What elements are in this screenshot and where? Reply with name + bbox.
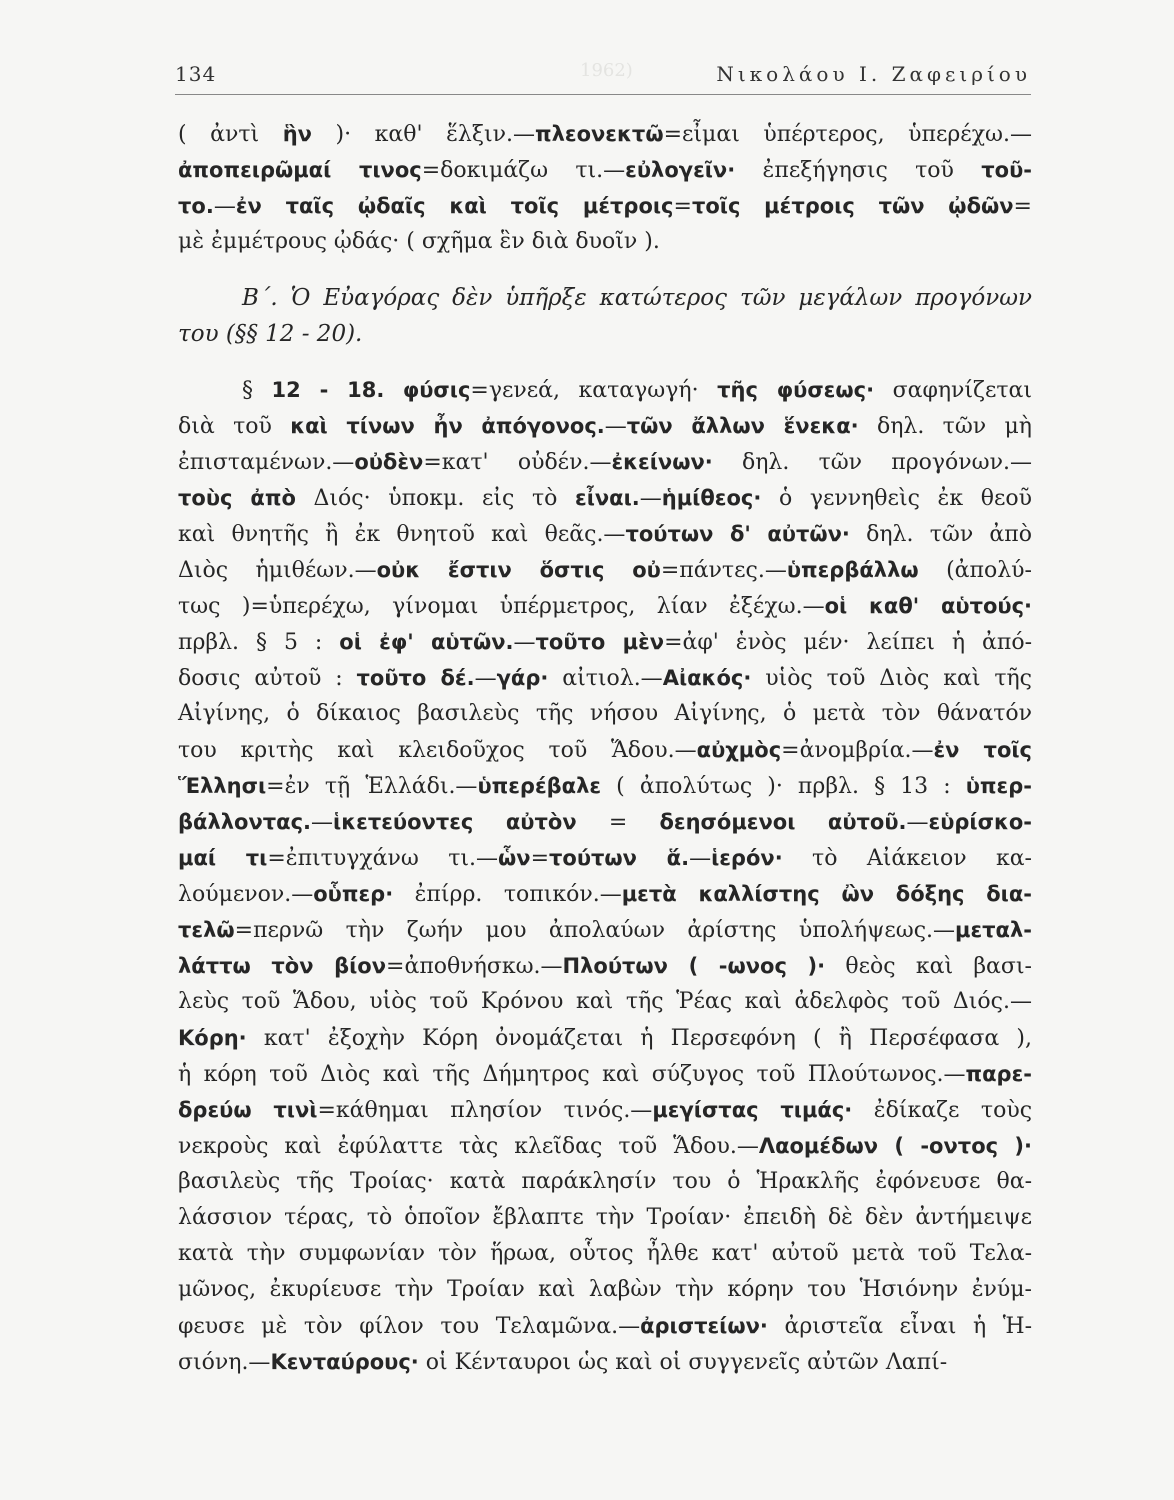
lemma-term: εὐλογεῖν· xyxy=(625,158,736,182)
text-line xyxy=(178,804,1032,840)
gloss-text: σιόνη.— xyxy=(178,1350,271,1375)
lemma-term: ὑπερέβαλε xyxy=(477,774,602,798)
text-line xyxy=(178,912,1032,948)
text-line xyxy=(178,876,1032,912)
gloss-text: — xyxy=(906,810,929,835)
lemma-term: Κόρη· xyxy=(178,1026,247,1050)
gloss-text: =πάντες.— xyxy=(660,558,787,583)
text-line xyxy=(178,1200,1032,1236)
gloss-text: δηλ. τῶν προγόνων.— xyxy=(712,450,1032,475)
lemma-term: ὧν xyxy=(498,846,531,870)
gloss-text: (ἀπολύ- xyxy=(918,558,1032,583)
gloss-text: ( ἀντὶ xyxy=(178,122,283,147)
gloss-text: διὰ τοῦ xyxy=(178,414,291,439)
text-line xyxy=(178,1056,1032,1092)
section-heading-line: του (§§ 12 - 20). xyxy=(178,321,363,347)
spacer xyxy=(178,352,1032,372)
gloss-text: ἐπίρρ. τοπικόν.— xyxy=(393,882,622,907)
text-line xyxy=(178,1128,1032,1164)
text-line xyxy=(178,588,1032,624)
gloss-text: =εἶμαι ὑπέρτερος, ὑπερέχω.— xyxy=(663,122,1032,147)
gloss-text: = xyxy=(1013,194,1032,219)
lemma-term: ἐν ταῖς ᾠδαῖς καὶ τοῖς μέτροις xyxy=(235,194,674,218)
text-line xyxy=(178,840,1032,876)
text-line xyxy=(178,1020,1032,1056)
gloss-text: =ἐπιτυγχάνω τι.— xyxy=(267,846,498,871)
lemma-term: λάττω τὸν βίον xyxy=(178,954,387,978)
gloss-text: ἐπισταμένων.— xyxy=(178,450,355,475)
lemma-term: 12 - 18. xyxy=(271,378,385,402)
gloss-text: Διὸς ἡμιθέων.— xyxy=(178,558,377,583)
body-text xyxy=(178,116,1032,1380)
gloss-text: — xyxy=(213,194,236,219)
lemma-term: οὐδὲν xyxy=(354,450,424,474)
text-line xyxy=(178,1272,1032,1308)
gloss-text: = xyxy=(576,810,660,835)
gloss-text: — xyxy=(513,630,536,655)
lemma-term: τοῦτο μὲν xyxy=(535,630,665,654)
text-line xyxy=(178,1164,1032,1200)
lemma-term: Ἕλλησι xyxy=(178,774,267,798)
gloss-text: Διός· ὑποκμ. εἰς τὸ xyxy=(295,486,575,511)
gloss-text: καὶ θνητῆς ἢ ἐκ θνητοῦ καὶ θεᾶς.— xyxy=(178,522,626,547)
gloss-text: βασιλεὺς τῆς Τροίας· κατὰ παράκλησίν του ὁ Ἡρακλῆς ἐφόνευσε θα- xyxy=(178,1169,1032,1194)
header-rule xyxy=(175,94,1031,95)
gloss-text: =δοκιμάζω τι.— xyxy=(421,158,626,183)
lemma-term: ἀποπειρῶμαί τινος xyxy=(178,158,422,182)
spacer xyxy=(178,260,1032,280)
lemma-term: Κενταύρους· xyxy=(270,1350,419,1374)
lemma-term: τελῶ xyxy=(178,918,235,942)
gloss-text: =ἀποθνήσκω.— xyxy=(386,954,563,979)
lemma-term: μεταλ- xyxy=(955,918,1032,942)
lemma-term: τοῦτο δέ. xyxy=(356,666,475,690)
lemma-term: μετὰ καλλίστης ὢν δόξης δια- xyxy=(621,882,1032,906)
gloss-text: θεὸς καὶ βασι- xyxy=(825,954,1032,979)
gloss-text: λούμενον.— xyxy=(178,882,314,907)
gloss-text: ἐπεξήγησις τοῦ xyxy=(735,158,982,183)
lemma-term: δεησόμενοι αὐτοῦ. xyxy=(659,810,907,834)
gloss-text: οἱ Κένταυροι ὡς καὶ οἱ συγγενεῖς αὐτῶν Λαπί- xyxy=(418,1350,948,1375)
lemma-term: μεγίστας τιμάς· xyxy=(652,1098,853,1122)
lemma-term: μαί τι xyxy=(178,846,268,870)
gloss-text: =ἀφ' ἑνὸς μέν· λείπει ἡ ἀπό- xyxy=(664,630,1033,655)
lemma-term: ἱκετεύοντες αὐτὸν xyxy=(333,810,577,834)
lemma-term: βάλλοντας. xyxy=(178,810,312,834)
gloss-text: λάσσιον τέρας, τὸ ὁποῖον ἔβλαπτε τὴν Τροίαν· ἐπειδὴ δὲ δὲν ἀντήμειψε xyxy=(178,1205,1032,1230)
lemma-term: οὐκ ἔστιν ὅστις οὐ xyxy=(376,558,661,582)
gloss-text: αἰτιολ.— xyxy=(548,666,663,691)
text-line xyxy=(178,408,1032,444)
lemma-term: ἣν xyxy=(282,122,312,146)
lemma-term: τοῖς μέτροις τῶν ᾠδῶν xyxy=(691,194,1014,218)
lemma-term: τῆς φύσεως· xyxy=(717,378,875,402)
gloss-text: ἀριστεῖα εἶναι ἡ Ἡ- xyxy=(767,1314,1032,1339)
lemma-term: οὗπερ· xyxy=(313,882,394,906)
lemma-term: γάρ· xyxy=(496,666,549,690)
gloss-text: =κατ' οὐδέν.— xyxy=(423,450,612,475)
gloss-text: τὸ Αἰάκειον κα- xyxy=(782,846,1032,871)
text-line xyxy=(178,480,1032,516)
gloss-text: υἱὸς τοῦ Διὸς καὶ τῆς xyxy=(751,666,1032,691)
gloss-text: = xyxy=(530,846,549,871)
text-line xyxy=(178,372,1032,408)
gloss-text: φευσε μὲ τὸν φίλον του Τελαμῶνα.— xyxy=(178,1314,641,1339)
lemma-term: αὐχμὸς xyxy=(696,738,782,762)
lemma-term: φύσις xyxy=(402,378,471,402)
gloss-text xyxy=(384,378,403,403)
section-heading-line: Β΄. Ὁ Εὐαγόρας δὲν ὑπῆρξε κατώτερος τῶν μεγάλων προγόνων xyxy=(242,285,1032,311)
lemma-term: ἀριστείων· xyxy=(640,1314,768,1338)
text-line xyxy=(178,984,1032,1020)
gloss-text: νεκροὺς καὶ ἐφύλαττε τὰς κλεῖδας τοῦ Ἅδου.— xyxy=(178,1134,759,1159)
gloss-text: μὲ ἐμμέτρους ᾠδάς· ( σχῆμα ἓν διὰ δυοῖν ). xyxy=(178,229,660,254)
gloss-text: δοσις αὐτοῦ : xyxy=(178,666,357,691)
text-line xyxy=(178,624,1032,660)
gloss-text: )· καθ' ἕλξιν.— xyxy=(311,122,535,147)
gloss-text: = xyxy=(673,194,692,219)
text-line xyxy=(178,1344,1032,1380)
lemma-term: οἱ ἐφ' αὑτῶν. xyxy=(339,630,514,654)
text-line xyxy=(178,516,1032,552)
text-line xyxy=(178,188,1032,224)
text-line xyxy=(178,116,1032,152)
gloss-text: δηλ. τῶν μὴ xyxy=(858,414,1032,439)
gloss-text: κατ' ἐξοχὴν Κόρη ὀνομάζεται ἡ Περσεφόνη ( ἢ Περσέφασα ), xyxy=(246,1026,1032,1051)
lemma-term: ἡμίθεος· xyxy=(661,486,762,510)
gloss-text: ἐδίκαζε τοὺς xyxy=(852,1098,1033,1123)
lemma-term: ἱερόν· xyxy=(711,846,783,870)
text-line xyxy=(178,152,1032,188)
gloss-text: ὁ γεννηθεὶς ἐκ θεοῦ xyxy=(761,486,1032,511)
gloss-text: — xyxy=(604,414,627,439)
glossary-paragraph-1 xyxy=(178,116,1032,260)
gloss-text: πρβλ. § 5 : xyxy=(178,630,340,655)
lemma-term: εὑρίσκο- xyxy=(928,810,1033,834)
text-line xyxy=(178,1092,1032,1128)
lemma-term: ἐκείνων· xyxy=(611,450,713,474)
lemma-term: Λαομέδων ( -οντος )· xyxy=(758,1134,1032,1158)
text-line xyxy=(178,444,1032,480)
text-line xyxy=(178,732,1032,768)
gloss-text: =ἀνομβρία.— xyxy=(781,738,934,763)
lemma-term: ὑπερ- xyxy=(965,774,1032,798)
text-line xyxy=(178,552,1032,588)
gloss-text: =ἐν τῇ Ἑλλάδι.— xyxy=(266,774,478,799)
text-line xyxy=(178,660,1032,696)
lemma-term: εἶναι. xyxy=(575,486,640,510)
section-heading xyxy=(178,280,1032,352)
text-line xyxy=(178,948,1032,984)
text-line xyxy=(178,768,1032,804)
gloss-text: του κριτὴς καὶ κλειδοῦχος τοῦ Ἅδου.— xyxy=(178,738,697,763)
text-line xyxy=(178,696,1032,732)
gloss-text: — xyxy=(311,810,334,835)
gloss-text: — xyxy=(474,666,497,691)
lemma-term: τοῦ- xyxy=(981,158,1032,182)
gloss-text: =γενεά, καταγωγή· xyxy=(470,378,718,403)
gloss-text: =περνῶ τὴν ζωήν μου ἀπολαύων ἀρίστης ὑπολήψεως.— xyxy=(234,918,956,943)
lemma-term: ἐν τοῖς xyxy=(933,738,1033,762)
lemma-term: το. xyxy=(178,194,214,218)
lemma-term: πλεονεκτῶ xyxy=(534,122,664,146)
running-head: Νικολάου Ι. Ζαφειρίου xyxy=(716,62,1031,86)
page-number: 134 xyxy=(175,62,217,86)
glossary-paragraph-2 xyxy=(178,372,1032,1380)
text-line xyxy=(178,1308,1032,1344)
lemma-term: Πλούτων ( -ωνος )· xyxy=(562,954,826,978)
lemma-term: τούτων ἅ. xyxy=(549,846,690,870)
gloss-text: — xyxy=(639,486,662,511)
lemma-term: δρεύω τινὶ xyxy=(178,1098,318,1122)
text-line xyxy=(178,1236,1032,1272)
bleed-through-text: 1962) xyxy=(580,60,633,81)
gloss-text: τως )=ὑπερέχω, γίνομαι ὑπέρμετρος, λίαν ἐξέχω.— xyxy=(178,594,825,619)
gloss-text: σαφηνίζεται xyxy=(874,378,1033,403)
gloss-text: Αἰγίνης, ὁ δίκαιος βασιλεὺς τῆς νήσου Αἰγίνης, ὁ μετὰ τὸν θάνατόν xyxy=(178,701,1032,726)
lemma-term: τῶν ἄλλων ἕνεκα· xyxy=(626,414,859,438)
gloss-text: μῶνος, ἐκυρίευσε τὴν Τροίαν καὶ λαβὼν τὴν κόρην του Ἡσιόνην ἐνύμ- xyxy=(178,1277,1032,1302)
lemma-term: καὶ τίνων ἦν ἀπόγονος. xyxy=(290,414,605,438)
gloss-text: λεὺς τοῦ Ἅδου, υἱὸς τοῦ Κρόνου καὶ τῆς Ῥέας καὶ ἀδελφὸς τοῦ Διός.— xyxy=(178,989,1032,1014)
gloss-text: =κάθημαι πλησίον τινός.— xyxy=(317,1098,653,1123)
lemma-term: Αἰακός· xyxy=(662,666,752,690)
gloss-text: κατὰ τὴν συμφωνίαν τὸν ἥρωα, οὗτος ἦλθε κατ' αὐτοῦ μετὰ τοῦ Τελα- xyxy=(178,1241,1032,1266)
gloss-text: δηλ. τῶν ἀπὸ xyxy=(849,522,1032,547)
lemma-term: παρε- xyxy=(965,1062,1032,1086)
lemma-term: τοὺς ἀπὸ xyxy=(178,486,296,510)
gloss-text: — xyxy=(689,846,712,871)
text-line xyxy=(178,224,1032,260)
lemma-term: ὑπερβάλλω xyxy=(786,558,919,582)
gloss-text: ἡ κόρη τοῦ Διὸς καὶ τῆς Δήμητρος καὶ σύζυγος τοῦ Πλούτωνος.— xyxy=(178,1062,966,1087)
gloss-text: ( ἀπολύτως )· πρβλ. § 13 : xyxy=(601,774,966,799)
lemma-term: οἱ καθ' αὑτούς· xyxy=(824,594,1032,618)
lemma-term: τούτων δ' αὐτῶν· xyxy=(625,522,850,546)
gloss-text: § xyxy=(242,378,272,403)
